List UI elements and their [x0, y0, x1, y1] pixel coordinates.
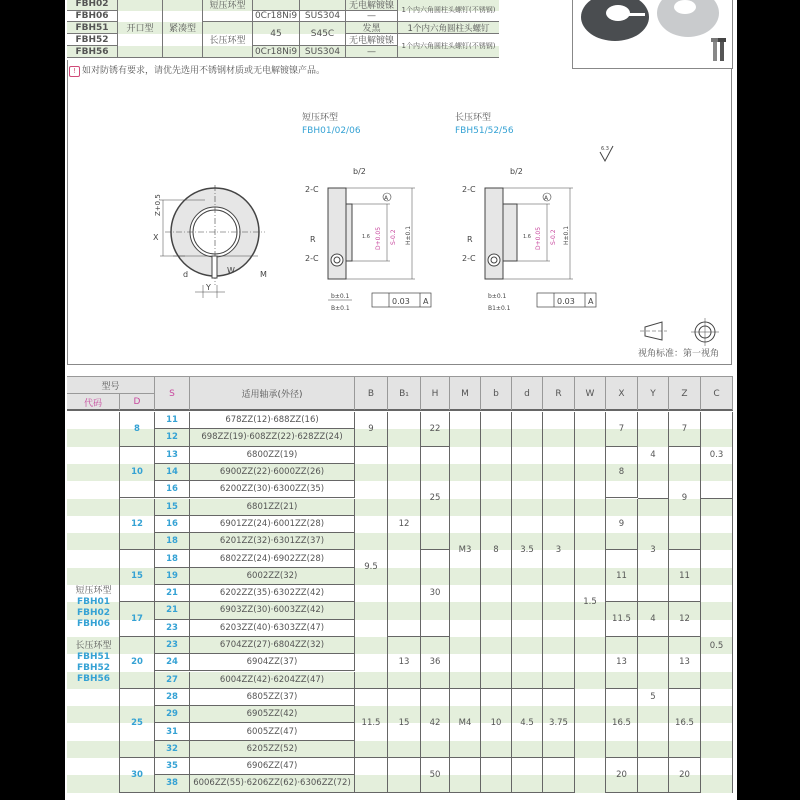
- cell-B: 11.5: [355, 689, 388, 758]
- cell-Y: 4: [638, 412, 669, 499]
- cell-bearing: 6203ZZ(40)·6303ZZ(47): [190, 620, 355, 637]
- cell-S: 15: [155, 499, 190, 516]
- cell-bearing: 6202ZZ(35)·6302ZZ(42): [190, 585, 355, 602]
- tolerance-value: 0.03: [392, 297, 410, 306]
- cell-D: 8: [120, 412, 155, 447]
- cell-S: 14: [155, 464, 190, 481]
- header-code: 代码: [67, 394, 120, 410]
- header-X: X: [606, 377, 638, 410]
- cell-d: [512, 758, 543, 793]
- cell-S: 21: [155, 585, 190, 602]
- model-code: FBH02: [67, 0, 117, 11]
- cell-d: 3.5: [512, 412, 543, 689]
- cell-X: 20: [606, 758, 638, 793]
- cell-W: 1.5: [575, 412, 606, 793]
- dim-x: X: [153, 233, 159, 242]
- dim-S: S-0.2: [390, 229, 397, 245]
- cell-bearing: 6005ZZ(47): [190, 723, 355, 740]
- cell-D: 17: [120, 602, 155, 637]
- cell-bearing: 6900ZZ(22)·6000ZZ(26): [190, 464, 355, 481]
- model-code: FBH52: [76, 663, 111, 673]
- radius-label: R: [310, 235, 316, 244]
- cell-R: [543, 758, 575, 793]
- chamfer-label: 2-C: [305, 185, 319, 194]
- cell-X: 16.5: [606, 689, 638, 758]
- technical-drawing: [65, 60, 737, 365]
- accessory: 1个内六角圆柱头螺钉(不锈钢): [397, 34, 499, 58]
- cell-S: 23: [155, 637, 190, 654]
- model-code: FBH56: [76, 674, 111, 684]
- cell-bearing: 6906ZZ(47): [190, 758, 355, 775]
- header-B: B: [355, 377, 388, 410]
- cell-Z: 9: [669, 447, 701, 551]
- cell-S: 19: [155, 568, 190, 585]
- model-code: FBH01: [76, 597, 111, 607]
- cell-M: M4: [450, 689, 481, 758]
- dim-b-half: b/2: [510, 167, 523, 176]
- model-code: FBH52: [67, 34, 117, 46]
- roughness-label: 1.6: [362, 234, 370, 240]
- cell-bearing: 6704ZZ(27)·6804ZZ(32): [190, 637, 355, 654]
- cell-bearing: 6200ZZ(30)·6300ZZ(35): [190, 481, 355, 498]
- cell-bearing: 6805ZZ(37): [190, 689, 355, 706]
- model-code: FBH51: [67, 22, 117, 34]
- cell-D: 15: [120, 550, 155, 602]
- cell-bearing: 698ZZ(19)·608ZZ(22)·628ZZ(24): [190, 429, 355, 446]
- dim-B1: B1±0.1: [488, 305, 511, 312]
- cell-Y: 4: [638, 602, 669, 637]
- cell-X: 11: [606, 550, 638, 602]
- cell-S: 38: [155, 775, 190, 792]
- cell-S: 21: [155, 602, 190, 619]
- front-view: [160, 185, 265, 298]
- chamfer-label: 2-C: [462, 254, 476, 263]
- ring-type-label: 短压环型: [75, 586, 112, 596]
- cell-B: [355, 758, 388, 793]
- tolerance-datum: A: [588, 297, 594, 306]
- ring-long: 长压环型: [202, 22, 252, 58]
- dim-b-half: b/2: [353, 167, 366, 176]
- tolerance-value: 0.03: [557, 297, 575, 306]
- cell-X: 13: [606, 637, 638, 689]
- cell-bearing: 6205ZZ(52): [190, 741, 355, 758]
- header-d: d: [512, 377, 543, 410]
- dim-y: Y: [206, 283, 211, 292]
- type-open: 开口型: [117, 0, 162, 58]
- model-code: FBH06: [76, 619, 111, 629]
- cell-bearing: 6201ZZ(32)·6301ZZ(37): [190, 533, 355, 550]
- cell-H: 22: [421, 412, 450, 447]
- dim-H: H±0.1: [405, 225, 412, 245]
- cell-S: 12: [155, 429, 190, 446]
- datum-label: A: [384, 195, 389, 202]
- cell-X: 9: [606, 499, 638, 551]
- cell-S: 18: [155, 550, 190, 567]
- material-jis-cell: [299, 0, 345, 11]
- material-cell: [252, 0, 299, 11]
- warning-icon: !: [69, 66, 80, 77]
- cell-bearing: 6002ZZ(32): [190, 568, 355, 585]
- accessory: 1个内六角圆柱头螺钉(不锈钢): [397, 0, 499, 22]
- material: 0Cr18Ni9: [252, 11, 299, 22]
- cell-D: 10: [120, 447, 155, 499]
- header-D: D: [120, 394, 155, 410]
- cell-S: 16: [155, 481, 190, 498]
- cell-bearing: 6802ZZ(24)·6902ZZ(28): [190, 550, 355, 567]
- dimension-table: [67, 376, 733, 800]
- cell-S: 27: [155, 672, 190, 689]
- cell-bearing: 6901ZZ(24)·6001ZZ(28): [190, 516, 355, 533]
- radius-label: R: [467, 235, 473, 244]
- header-H: H: [421, 377, 450, 410]
- cell-H: 50: [421, 758, 450, 793]
- cell-D: 12: [120, 499, 155, 551]
- dim-b: b±0.1: [488, 293, 507, 300]
- roughness-label: 1.6: [523, 234, 531, 240]
- chamfer-label: 2-C: [305, 254, 319, 263]
- cell-S: 13: [155, 447, 190, 464]
- note-text: 如对防锈有要求，请优先选用不锈钢材质或无电解镀镍产品。: [82, 66, 326, 76]
- screw-icon: [720, 39, 724, 61]
- material-jis: SUS304: [299, 11, 345, 22]
- cell-X: 8: [606, 447, 638, 499]
- cell-R: 3.75: [543, 689, 575, 758]
- dim-m: M: [260, 270, 267, 279]
- long-ring-models: FBH51/52/56: [455, 126, 514, 136]
- cell-B: 9.5: [355, 447, 388, 689]
- treatment: 无电解镀镍: [345, 34, 397, 46]
- chamfer-label: 2-C: [462, 185, 476, 194]
- cell-B1: 12: [388, 412, 421, 637]
- material-jis: S45C: [299, 22, 345, 46]
- cell-S: 11: [155, 412, 190, 429]
- cell-M: [450, 758, 481, 793]
- cell-H: 30: [421, 550, 450, 637]
- cell-Z: 16.5: [669, 689, 701, 758]
- view-standard-label: 视角标准：第一视角: [638, 349, 720, 359]
- cell-X: 11.5: [606, 602, 638, 637]
- cell-H: 42: [421, 689, 450, 758]
- dim-b: b±0.1: [331, 293, 350, 300]
- product-photo: [572, 0, 733, 69]
- cell-B1: 15: [388, 689, 421, 758]
- treatment: 发黑: [345, 22, 397, 34]
- treatment: —: [345, 11, 397, 22]
- cell-b: 8: [481, 412, 512, 689]
- first-angle-projection-icon: [640, 318, 719, 346]
- dim-S: S-0.2: [550, 229, 557, 245]
- treatment: —: [345, 46, 397, 58]
- cell-B1: [388, 758, 421, 793]
- header-C: C: [701, 377, 733, 410]
- cell-C: 0.5: [701, 499, 733, 793]
- cell-d: 4.5: [512, 689, 543, 758]
- cell-Z: 7: [669, 412, 701, 447]
- cell-B1: 13: [388, 637, 421, 689]
- cell-S: 31: [155, 723, 190, 740]
- cell-D: 20: [120, 637, 155, 689]
- screw-icon: [713, 39, 717, 61]
- cell-R: 3: [543, 412, 575, 689]
- cell-S: 16: [155, 516, 190, 533]
- dim-w: W: [227, 266, 235, 275]
- header-R: R: [543, 377, 575, 410]
- cell-H: 25: [421, 447, 450, 551]
- code-cell: [67, 412, 120, 793]
- header-b: b: [481, 377, 512, 410]
- roughness-label: 6.3: [601, 146, 609, 152]
- cell-B: 9: [355, 412, 388, 447]
- material: 45: [252, 22, 299, 46]
- cell-bearing: 6801ZZ(21): [190, 499, 355, 516]
- header-S: S: [155, 377, 190, 410]
- dim-H: H±0.1: [563, 225, 570, 245]
- material-spec-table: [67, 0, 499, 59]
- cell-bearing: 6903ZZ(30)·6003ZZ(42): [190, 602, 355, 619]
- model-code: FBH06: [67, 11, 117, 22]
- header-B1: B₁: [388, 377, 421, 410]
- dim-d: d: [183, 270, 189, 279]
- ring-type-label: 长压环型: [75, 641, 112, 651]
- cell-b: [481, 758, 512, 793]
- cell-b: 10: [481, 689, 512, 758]
- cell-bearing: 678ZZ(12)·688ZZ(16): [190, 412, 355, 429]
- cell-S: 35: [155, 758, 190, 775]
- long-ring-title: 长压环型: [455, 113, 492, 123]
- cell-D: 30: [120, 758, 155, 793]
- header-bearing: 适用轴承(外径): [190, 377, 355, 410]
- header-model: 型号: [67, 377, 155, 394]
- table-header: [67, 376, 733, 411]
- type-compact: 紧凑型: [162, 0, 202, 58]
- dim-D: D+0.05: [535, 226, 542, 250]
- cell-Z: 12: [669, 602, 701, 637]
- cell-S: 28: [155, 689, 190, 706]
- cell-bearing: 6905ZZ(42): [190, 706, 355, 723]
- cell-Y: [638, 758, 669, 793]
- cell-S: 24: [155, 654, 190, 671]
- cell-bearing: 6800ZZ(19): [190, 447, 355, 464]
- cell-S: 29: [155, 706, 190, 723]
- cell-S: 23: [155, 620, 190, 637]
- model-code: FBH51: [76, 652, 111, 662]
- accessory: 1个内六角圆柱头螺钉: [397, 22, 499, 34]
- datum-label: A: [544, 195, 549, 202]
- dim-B: B±0.1: [331, 305, 350, 312]
- material-jis: SUS304: [299, 46, 345, 58]
- cell-X: 7: [606, 412, 638, 447]
- material: 0Cr18Ni9: [252, 46, 299, 58]
- cell-Z: 11: [669, 550, 701, 602]
- dim-D: D+0.05: [375, 226, 382, 250]
- ring-short: 短压环型: [202, 0, 252, 22]
- cell-Y: 3: [638, 499, 669, 603]
- catalog-page: [65, 0, 737, 800]
- cell-Z: 20: [669, 758, 701, 793]
- cell-C: 0.3: [701, 412, 733, 499]
- cell-H: 36: [421, 637, 450, 689]
- cell-bearing: 6006ZZ(55)·6206ZZ(62)·6306ZZ(72): [190, 775, 355, 792]
- model-code: FBH02: [76, 608, 111, 618]
- cell-M: M3: [450, 412, 481, 689]
- treatment: 无电解镀镍: [345, 0, 397, 11]
- cell-Y: 5: [638, 637, 669, 758]
- cell-bearing: 6904ZZ(37): [190, 654, 355, 671]
- header-Y: Y: [638, 377, 669, 410]
- cell-S: 18: [155, 533, 190, 550]
- cell-bearing: 6004ZZ(42)·6204ZZ(47): [190, 672, 355, 689]
- short-ring-models: FBH01/02/06: [302, 126, 361, 136]
- short-ring-title: 短压环型: [302, 113, 339, 123]
- model-code: FBH56: [67, 46, 117, 58]
- cell-D: 25: [120, 689, 155, 758]
- tolerance-datum: A: [423, 297, 429, 306]
- cell-Z: 13: [669, 637, 701, 689]
- header-W: W: [575, 377, 606, 410]
- cell-S: 32: [155, 741, 190, 758]
- dim-z: Z+0.5: [154, 194, 162, 216]
- header-Z: Z: [669, 377, 701, 410]
- header-M: M: [450, 377, 481, 410]
